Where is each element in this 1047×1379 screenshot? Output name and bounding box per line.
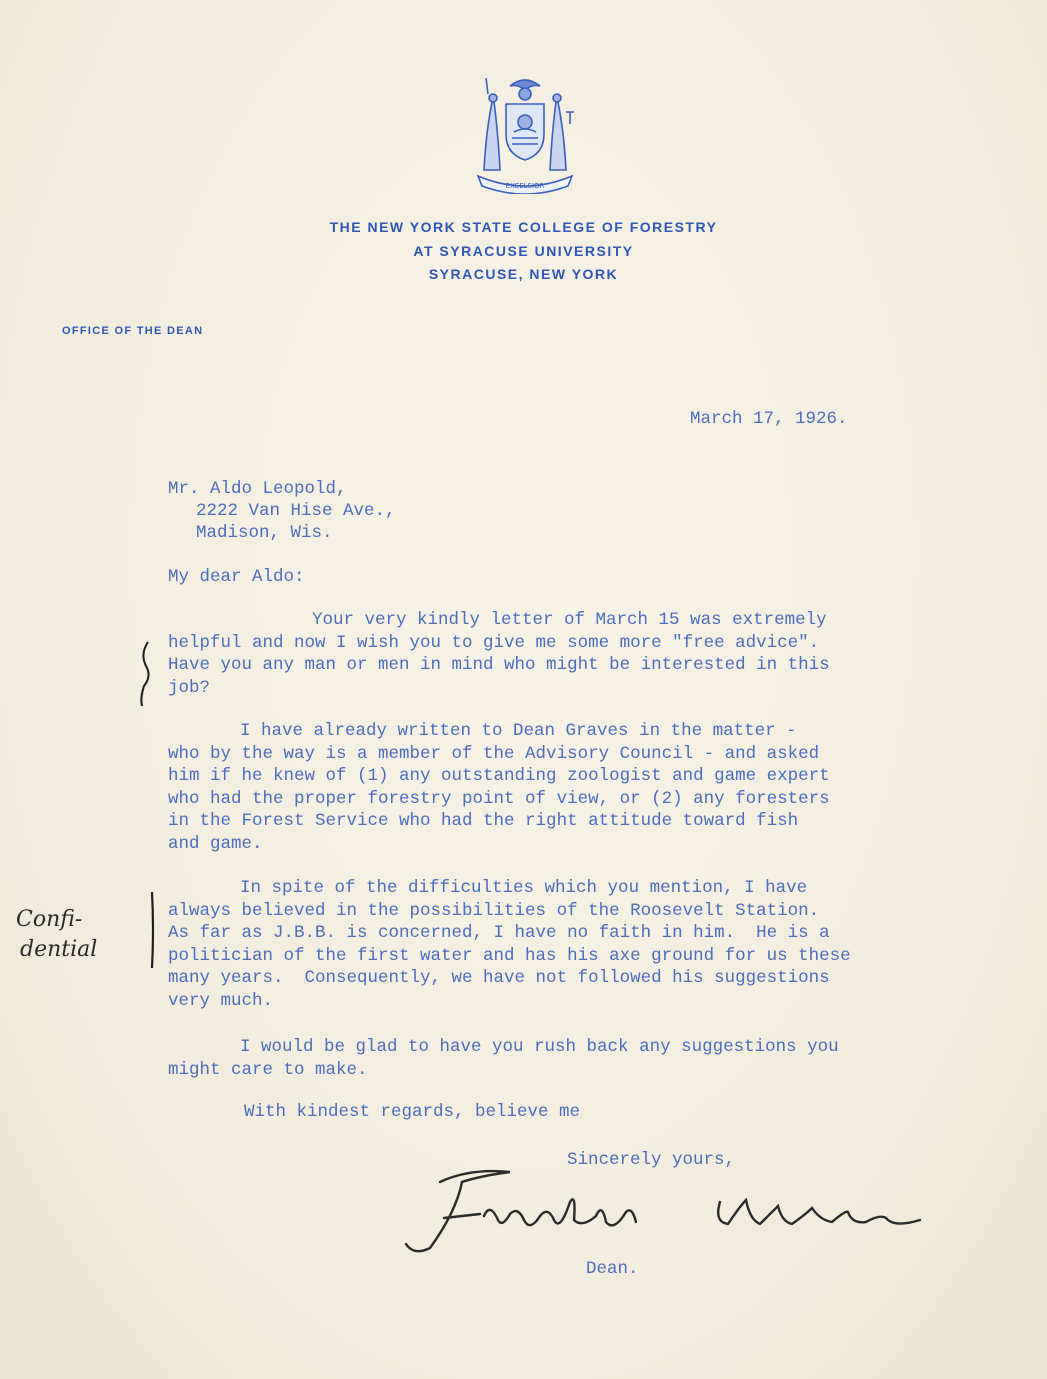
paragraph-line: very much. [168,990,274,1011]
margin-note-line-2: dential [20,937,98,962]
closing-regards: With kindest regards, believe me [244,1102,581,1122]
paragraph-line: always believed in the possibilities of the Roosevelt Station. [168,900,820,921]
margin-note-line-1: Confi- [16,907,83,932]
salutation: My dear Aldo: [168,567,305,587]
paragraph-line: Have you any man or men in mind who might be interested in this [168,655,830,675]
paragraph-line: might care to make. [168,1059,368,1080]
recipient-street: 2222 Van Hise Ave., [196,501,396,521]
letterhead-line-1: THE NEW YORK STATE COLLEGE OF FORESTRY [329,219,718,235]
paragraph-line: who had the proper forestry point of view, or (2) any foresters [168,788,830,809]
paragraph-2 [168,720,928,855]
state-seal-icon [470,72,580,194]
sign-off: Sincerely yours, [567,1150,736,1170]
letterhead-line-3: SYRACUSE, NEW YORK [428,266,619,282]
letterhead-line-2: AT SYRACUSE UNIVERSITY [413,243,634,259]
office-of-the-dean: OFFICE OF THE DEAN [62,325,204,337]
paragraph-line: who by the way is a member of the Advisory Council - and asked [168,743,820,764]
signer-title: Dean. [586,1259,639,1279]
paragraph-line: politician of the first water and has his axe ground for us these [168,945,851,966]
paragraph-4 [168,1036,928,1081]
paragraph-line: In spite of the difficulties which you mention, I have [240,878,808,898]
paragraph-line: I have already written to Dean Graves in the matter - [240,721,797,741]
letter-date: March 17, 1926. [690,409,848,429]
paragraph-line: many years. Consequently, we have not followed his suggestions [168,968,830,988]
paragraph-line: in the Forest Service who had the right attitude toward fish [168,811,799,831]
paragraph-line: Your very kindly letter of March 15 was extremely [312,610,827,630]
paragraph-line: and game. [168,833,263,854]
paragraph-1 [168,609,928,699]
paragraph-line: him if he knew of (1) any outstanding zoologist and game expert [168,766,830,786]
recipient-city: Madison, Wis. [196,523,333,543]
margin-bracket-mark [138,640,158,710]
paragraph-line: As far as J.B.B. is concerned, I have no faith in him. He is a [168,923,830,943]
paragraph-line: job? [168,677,211,698]
paragraph-3 [168,877,928,1012]
paragraph-line: helpful and now I wish you to give me some more "free advice". [168,632,820,653]
paragraph-line: I would be glad to have you rush back any suggestions you [240,1037,839,1057]
seal-motto: EXCELSIOR [505,182,545,190]
recipient-name: Mr. Aldo Leopold, [168,479,347,499]
handwritten-signature [400,1162,940,1262]
margin-vertical-line [144,890,160,970]
